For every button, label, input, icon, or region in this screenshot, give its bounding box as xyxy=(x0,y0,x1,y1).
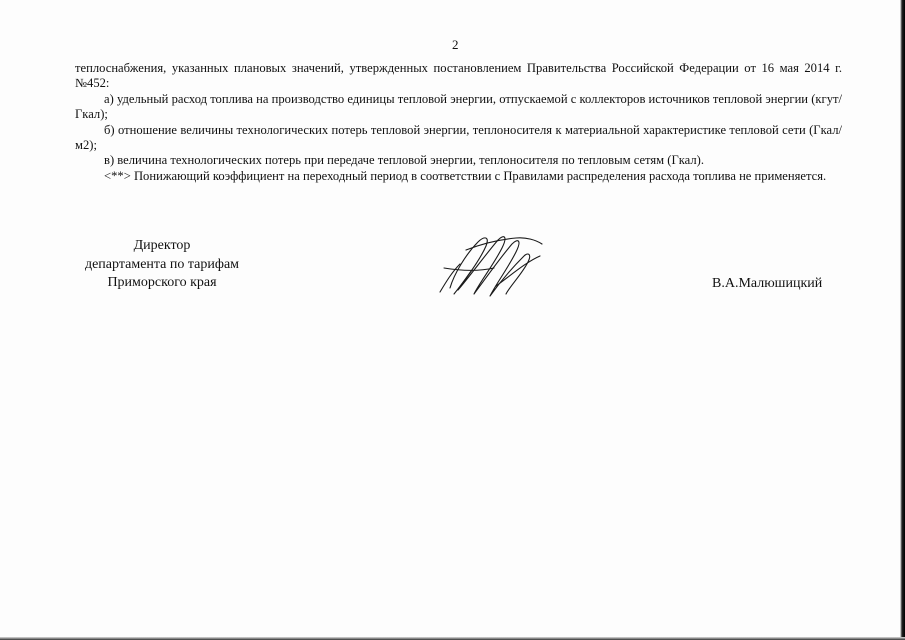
paragraph-item-c: в) величина технологических потерь при передаче тепловой энергии, теплоносителя по тепловым сетям (Гкал). xyxy=(104,153,705,168)
signatory-title xyxy=(62,237,262,293)
paragraph-item-a: а) удельный расход топлива на производство единицы тепловой энергии, отпускаемой с коллекторов источников тепловой энергии (кгут/Гкал); xyxy=(75,91,842,122)
paragraph-footnote: <**> Понижающий коэффициент на переходный период в соответствии с Правилами распределения расхода топлива не применяется. xyxy=(104,168,827,183)
page-number: 2 xyxy=(452,37,459,52)
signatory-name: В.А.Малюшицкий xyxy=(712,276,823,291)
handwritten-signature xyxy=(436,224,546,304)
scan-edge-right xyxy=(900,0,905,640)
signatory-title-line: Директор xyxy=(133,238,191,253)
paragraph-continuation: теплоснабжения, указанных плановых значений, утвержденных постановлением Правительства Российской Федерации от 16 мая 2014 г. №452: xyxy=(75,61,842,91)
paragraph-item-b: б) отношение величины технологических потерь тепловой энергии, теплоносителя к материальной характеристике тепловой сети (Гкал/м2); xyxy=(75,122,842,153)
signatory-title-line: департамента по тарифам xyxy=(84,256,240,272)
signatory-title-line: Приморского края xyxy=(107,275,217,290)
body-text xyxy=(75,61,842,184)
